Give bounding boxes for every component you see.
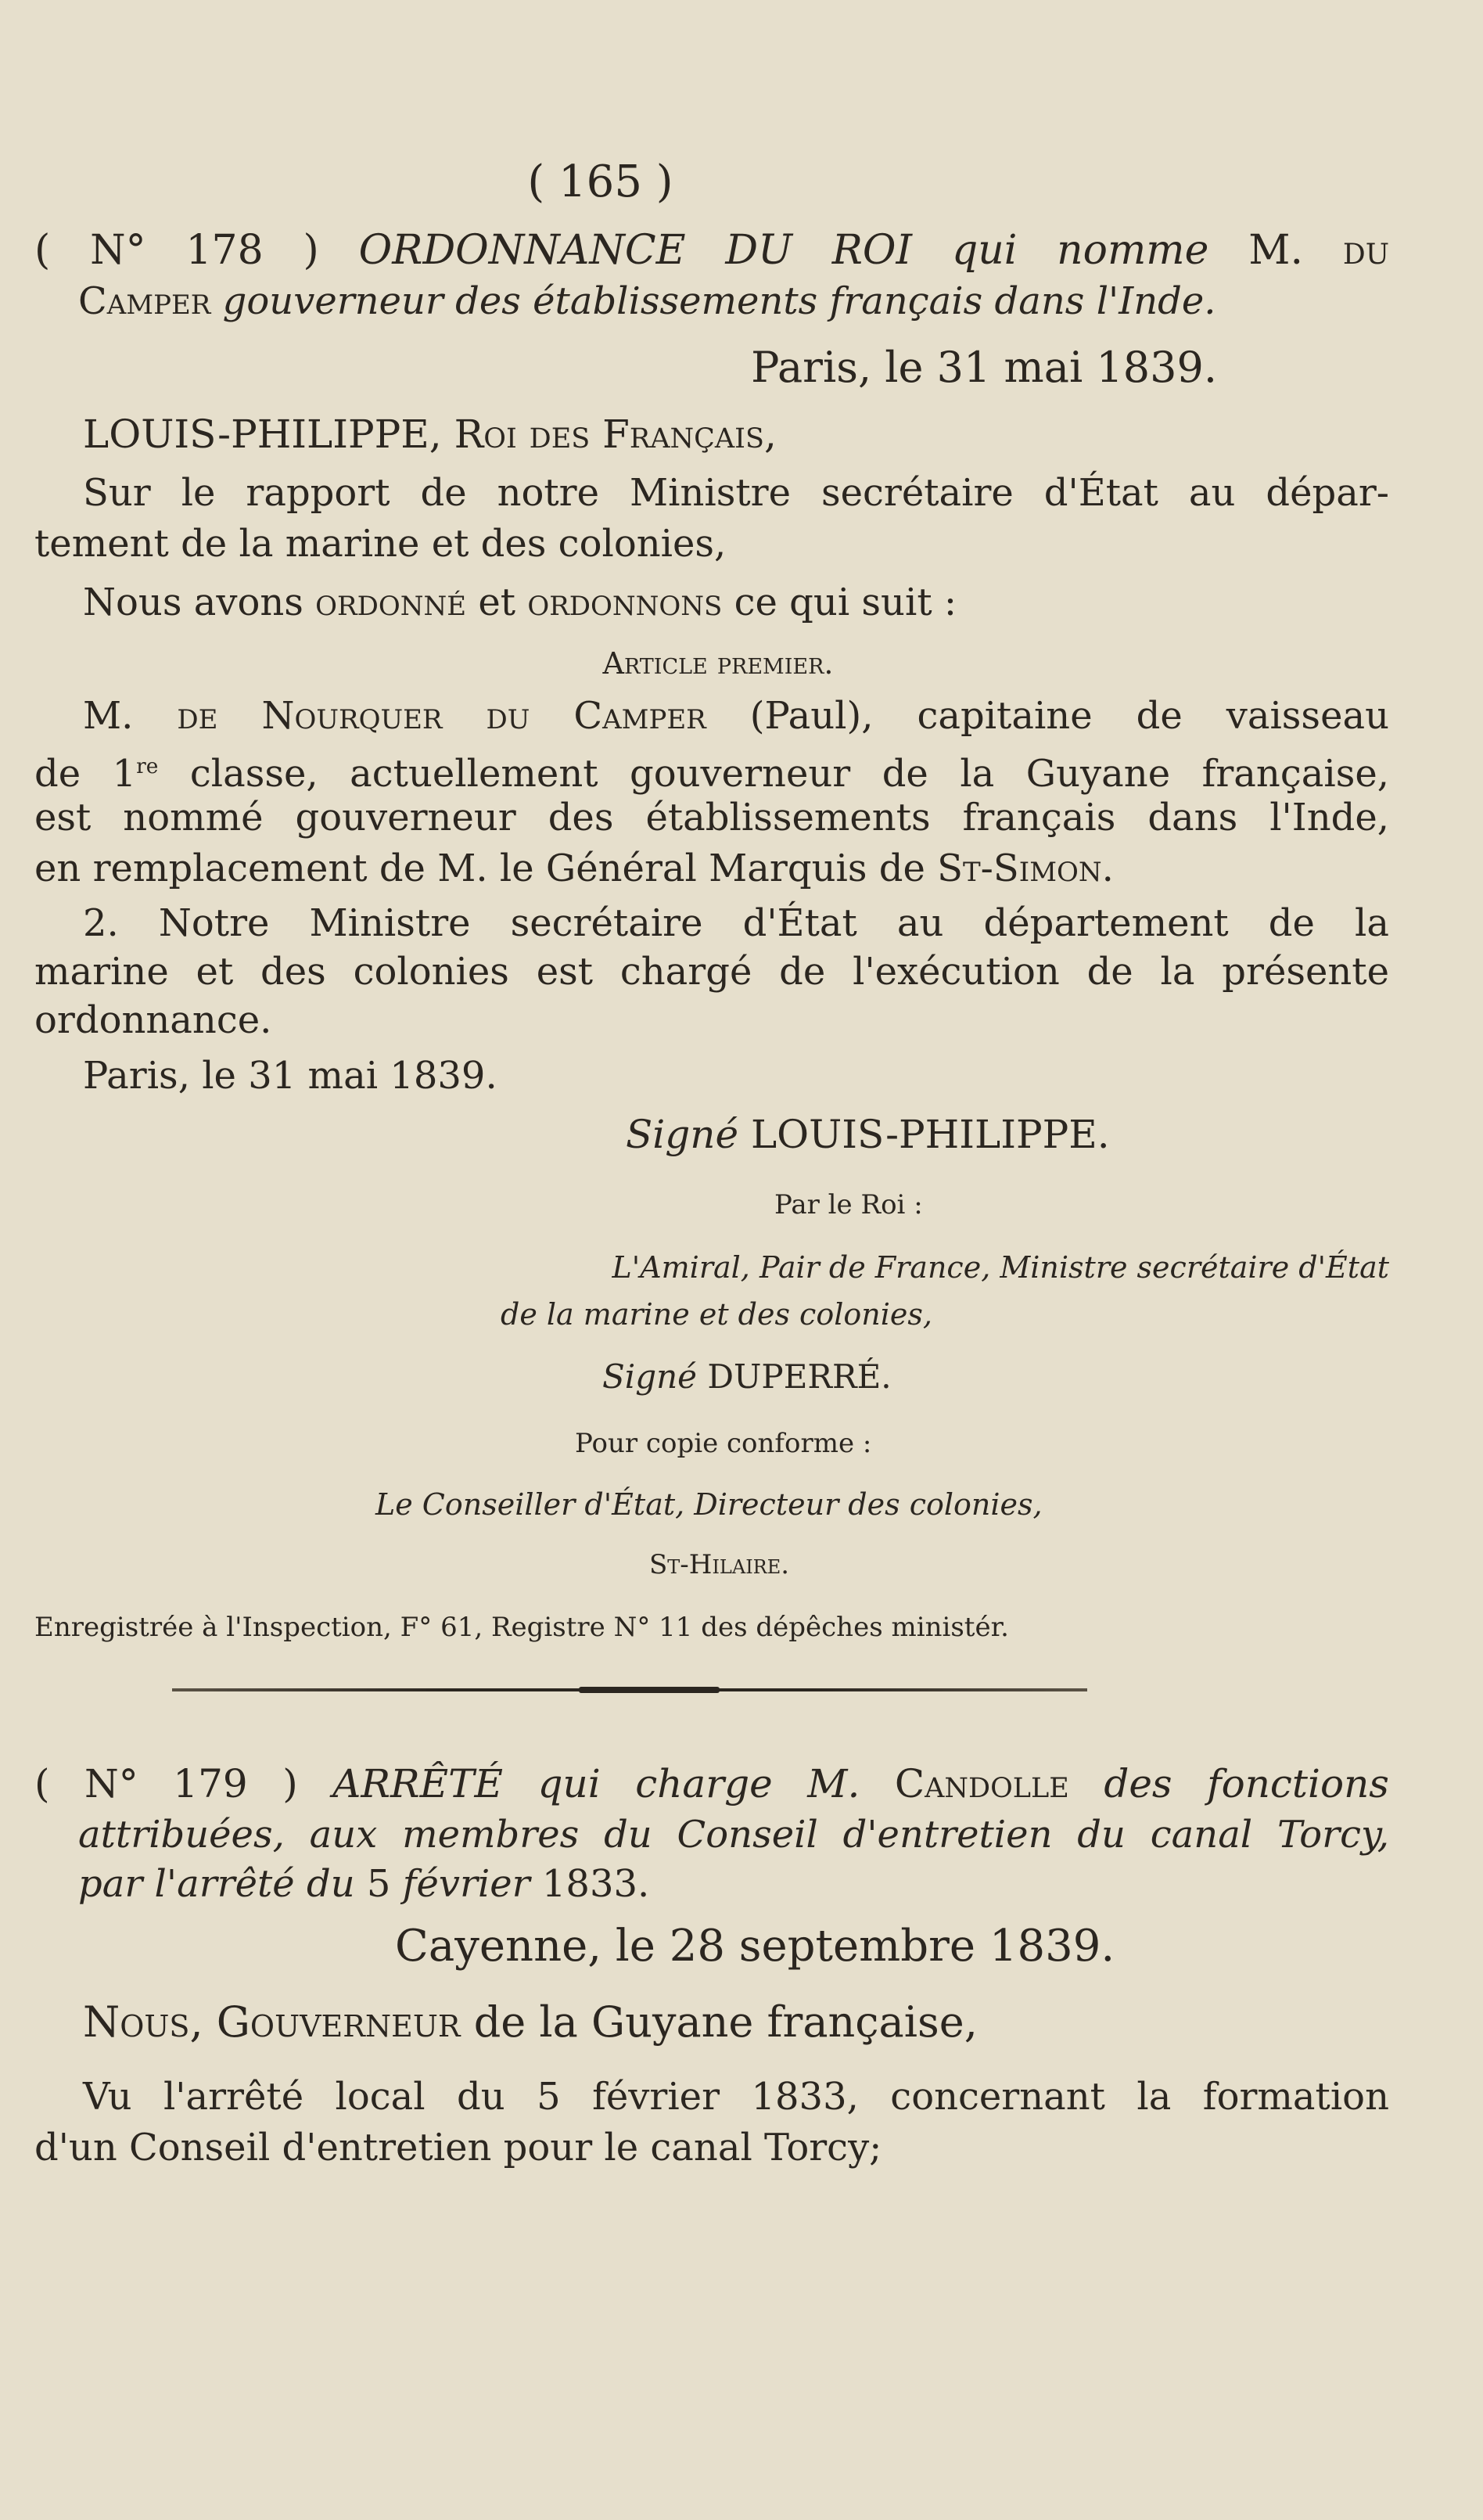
act2-heading-line1: ( N° 179 ) ARRÊTÉ qui charge M. Candolle des fonctions [34,1761,1389,1806]
article1-line4: en remplacement de M. le Général Marquis de St-Simon. [34,847,1114,890]
act1-date: Paris, le 31 mai 1839. [751,343,1217,392]
par-le-roi: Par le Roi : [774,1189,923,1220]
article2-line3: ordonnance. [34,998,272,1042]
act1-heading-line2: Camper gouverneur des établissements français dans l'Inde. [78,279,1216,323]
article1-line2: de 1re classe, actuellement gouverneur de la Guyane française, [34,752,1389,796]
article2-line1: 2. Notre Ministre secrétaire d'État au département de la [83,901,1389,945]
rapport-line2: tement de la marine et des colonies, [34,522,727,566]
section-divider [172,1688,1087,1691]
article-premier: Article premier. [602,646,834,681]
article2-line2: marine et des colonies est chargé de l'exécution de la présente [34,950,1389,994]
signature-king: Signé LOUIS-PHILIPPE. [626,1112,1110,1157]
vu-line1: Vu l'arrêté local du 5 février 1833, concernant la formation [83,2075,1389,2119]
vu-line2: d'un Conseil d'entretien pour le canal Torcy; [34,2126,882,2170]
conseiller-line: Le Conseiller d'État, Directeur des colonies, [375,1487,1043,1522]
st-hilaire: St-Hilaire. [649,1549,790,1580]
act2-date: Cayenne, le 28 septembre 1839. [395,1921,1115,1972]
nous-line: Nous, Gouverneur de la Guyane française, [83,1997,978,2047]
act1-date2: Paris, le 31 mai 1839. [83,1054,497,1098]
rapport-line1: Sur le rapport de notre Ministre secrétaire d'État au dépar- [83,471,1389,515]
enregistree-line: Enregistrée à l'Inspection, F° 61, Registre N° 11 des dépêches ministér. [34,1612,1009,1643]
act1-heading-line1: ( N° 178 ) ORDONNANCE DU ROI qui nomme M. du [34,227,1390,274]
act2-heading-line3: par l'arrêté du 5 février 1833. [78,1862,650,1906]
amiral-line1: L'Amiral, Pair de France, Ministre secrétaire d'État [612,1250,1389,1285]
article1-line3: est nommé gouverneur des établissements français dans l'Inde, [34,796,1389,839]
page-number: ( 165 ) [527,156,673,207]
act2-heading-line2: attribuées, aux membres du Conseil d'entretien du canal Torcy, [78,1813,1389,1857]
article1-line1: M. de Nourquer du Camper (Paul), capitaine de vaisseau [83,694,1390,738]
amiral-line2: de la marine et des colonies, [501,1297,932,1332]
ordonnons-line: Nous avons ordonné et ordonnons ce qui suit : [83,581,957,624]
pour-copie: Pour copie conforme : [575,1428,872,1459]
signature-duperre: Signé DUPERRÉ. [602,1357,892,1396]
king-line: LOUIS-PHILIPPE, Roi des Français, [83,412,777,457]
